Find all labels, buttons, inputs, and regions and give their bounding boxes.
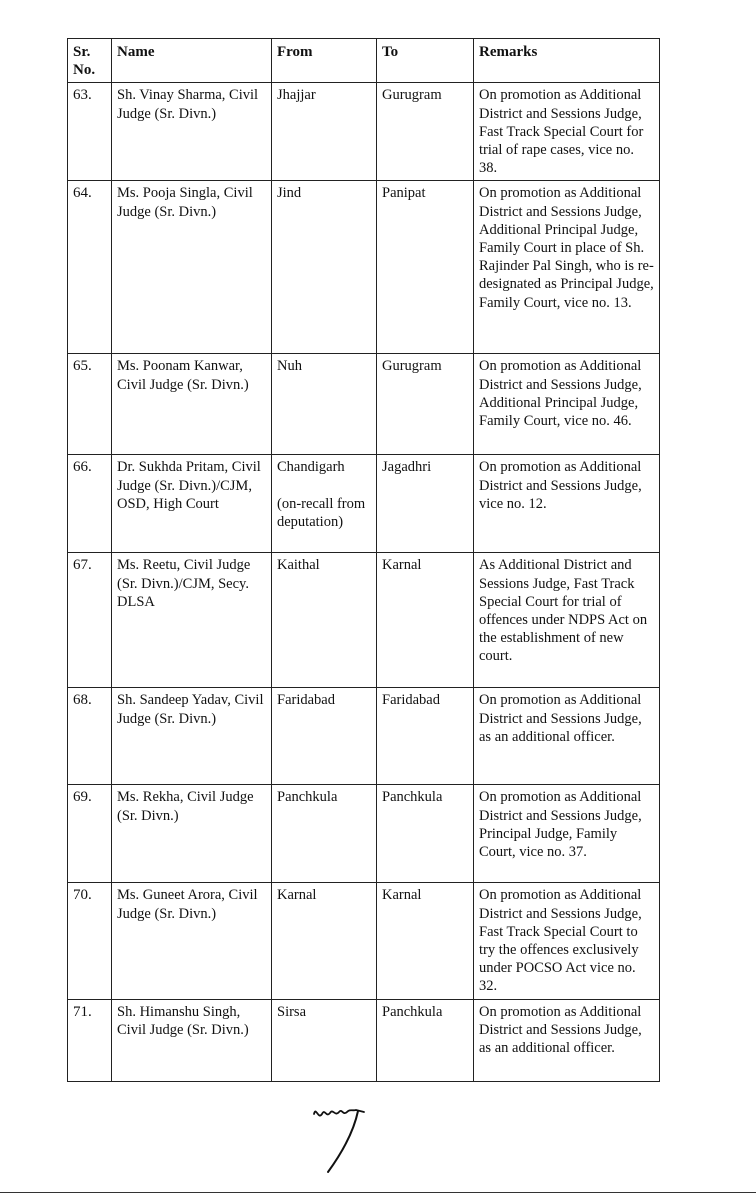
cell-remarks: On promotion as Additional District and Sessions Judge, as an additional officer. <box>474 688 660 785</box>
cell-from: Sirsa <box>272 999 377 1081</box>
cell-remarks: As Additional District and Sessions Judge, Fast Track Special Court for trial of offences under NDPS Act on the establishment of new court. <box>474 553 660 688</box>
cell-name: Ms. Pooja Singla, Civil Judge (Sr. Divn.) <box>112 181 272 354</box>
cell-sr: 67. <box>68 553 112 688</box>
cell-to: Panchkula <box>377 999 474 1081</box>
cell-to: Faridabad <box>377 688 474 785</box>
cell-sr: 71. <box>68 999 112 1081</box>
cell-name: Ms. Guneet Arora, Civil Judge (Sr. Divn.) <box>112 883 272 999</box>
table-row <box>68 83 660 181</box>
cell-from: Kaithal <box>272 553 377 688</box>
header-from: From <box>272 39 377 83</box>
cell-sr: 70. <box>68 883 112 999</box>
cell-sr: 64. <box>68 181 112 354</box>
cell-sr: 65. <box>68 354 112 455</box>
cell-remarks: On promotion as Additional District and Sessions Judge, as an additional officer. <box>474 999 660 1081</box>
transfer-table <box>67 38 660 1082</box>
cell-from: Jhajjar <box>272 83 377 181</box>
cell-name: Ms. Poonam Kanwar, Civil Judge (Sr. Divn.) <box>112 354 272 455</box>
cell-name: Sh. Vinay Sharma, Civil Judge (Sr. Divn.) <box>112 83 272 181</box>
cell-to: Jagadhri <box>377 455 474 553</box>
cell-name: Ms. Rekha, Civil Judge (Sr. Divn.) <box>112 785 272 883</box>
cell-remarks: On promotion as Additional District and Sessions Judge, Fast Track Special Court for trial of rape cases, vice no. 38. <box>474 83 660 181</box>
handwritten-signature-icon <box>308 1102 378 1177</box>
header-sr-no: Sr. No. <box>68 39 112 83</box>
cell-name: Ms. Reetu, Civil Judge (Sr. Divn.)/CJM, Secy. DLSA <box>112 553 272 688</box>
header-to: To <box>377 39 474 83</box>
cell-from: Faridabad <box>272 688 377 785</box>
table-row <box>68 181 660 354</box>
cell-to: Panipat <box>377 181 474 354</box>
cell-to: Gurugram <box>377 354 474 455</box>
header-name: Name <box>112 39 272 83</box>
cell-remarks: On promotion as Additional District and Sessions Judge, Fast Track Special Court to try the offences exclusively under POCSO Act vice no. 32. <box>474 883 660 999</box>
cell-remarks: On promotion as Additional District and Sessions Judge, Additional Principal Judge, Family Court, vice no. 46. <box>474 354 660 455</box>
table-row <box>68 354 660 455</box>
footer-rule <box>0 1192 756 1193</box>
header-remarks: Remarks <box>474 39 660 83</box>
cell-to: Karnal <box>377 553 474 688</box>
cell-from: Nuh <box>272 354 377 455</box>
table-row <box>68 999 660 1081</box>
table-row <box>68 455 660 553</box>
cell-name: Sh. Sandeep Yadav, Civil Judge (Sr. Divn.) <box>112 688 272 785</box>
cell-name: Sh. Himanshu Singh, Civil Judge (Sr. Divn.) <box>112 999 272 1081</box>
cell-name: Dr. Sukhda Pritam, Civil Judge (Sr. Divn.)/CJM, OSD, High Court <box>112 455 272 553</box>
header-row <box>68 39 660 83</box>
cell-from: Karnal <box>272 883 377 999</box>
cell-to: Panchkula <box>377 785 474 883</box>
cell-to: Gurugram <box>377 83 474 181</box>
cell-from: Panchkula <box>272 785 377 883</box>
cell-from: Chandigarh (on-recall from deputation) <box>272 455 377 553</box>
cell-from: Jind <box>272 181 377 354</box>
cell-to: Karnal <box>377 883 474 999</box>
cell-sr: 68. <box>68 688 112 785</box>
table-row <box>68 883 660 999</box>
cell-remarks: On promotion as Additional District and Sessions Judge, Additional Principal Judge, Family Court in place of Sh. Rajinder Pal Singh, who is re-designated as Principal Judge, Family Court, vice no. 13. <box>474 181 660 354</box>
cell-remarks: On promotion as Additional District and Sessions Judge, vice no. 12. <box>474 455 660 553</box>
cell-remarks: On promotion as Additional District and Sessions Judge, Principal Judge, Family Court, vice no. 37. <box>474 785 660 883</box>
table-row <box>68 553 660 688</box>
table-row <box>68 785 660 883</box>
cell-sr: 69. <box>68 785 112 883</box>
cell-sr: 66. <box>68 455 112 553</box>
cell-sr: 63. <box>68 83 112 181</box>
table-row <box>68 688 660 785</box>
